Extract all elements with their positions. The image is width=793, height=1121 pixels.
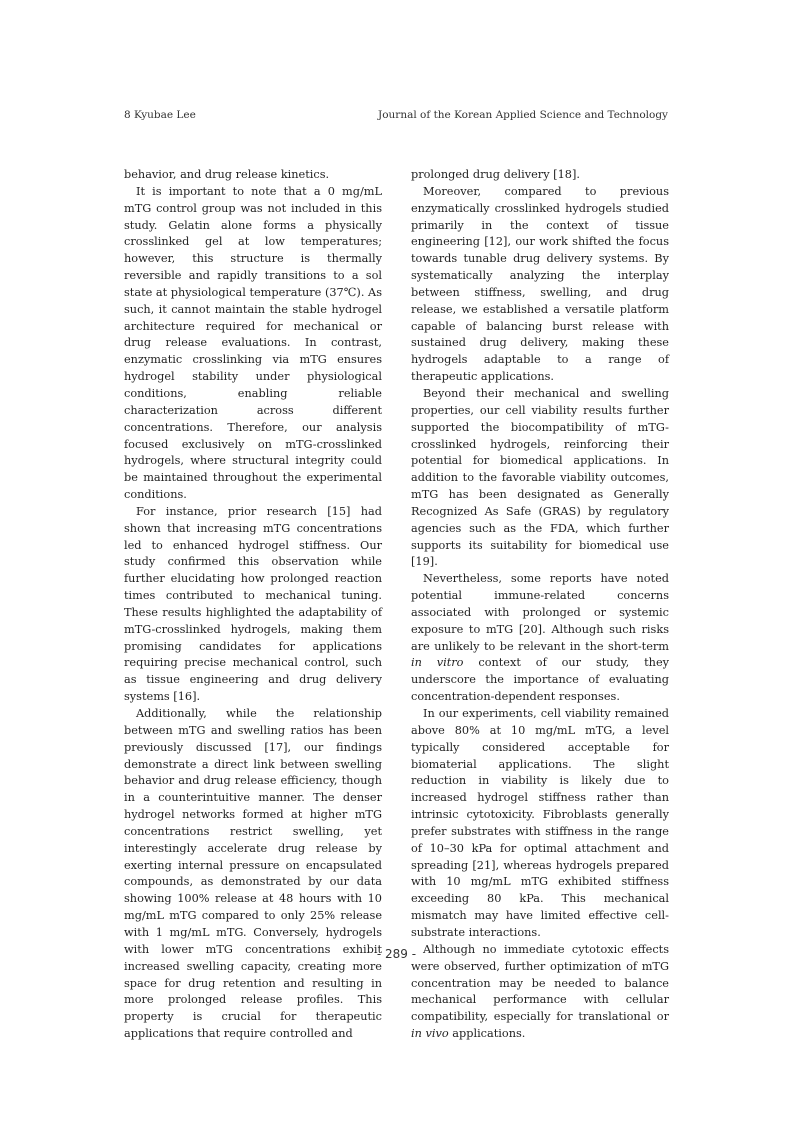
running-header — [124, 109, 668, 129]
text-run: context of our study, they underscore the importance of evaluating concentration-dependent responses. — [411, 656, 670, 704]
header-page-author: 8 Kyubae Lee — [124, 109, 196, 121]
header-journal-title: Journal of the Korean Applied Science and Technology — [378, 109, 668, 121]
italic-term: in vivo — [411, 1027, 449, 1041]
text-run: Although no immediate cytotoxic effects were observed, further optimization of mTG concentration may be needed to balance mechanical performance with cellular compatibility, especially for translational or — [411, 942, 669, 1024]
page-number: - 289 - — [376, 947, 417, 961]
paragraph: For instance, prior research [15] had shown that increasing mTG concentrations led to enhanced hydrogel stiffness. Our study confirmed this observation while further elucidating how prolonged reaction times contributed to mechanical tuning. These results highlighted the adaptability of mTG-crosslinked hydrogels, making them promising candidates for applications requiring precise mechanical control, such as tissue engineering and drug delivery systems [16]. — [124, 504, 382, 704]
text-run: applications. — [448, 1027, 526, 1041]
text-run: Nevertheless, some reports have noted potential immune-related concerns associated with prolonged or systemic exposure to mTG [20]. Although such risks are unlikely to be relevant in the short-term — [411, 572, 669, 653]
paragraph: behavior, and drug release kinetics. — [124, 168, 330, 181]
paragraph — [411, 571, 669, 706]
paragraph: Moreover, compared to previous enzymatically crosslinked hydrogels studied primarily in the context of tissue engineering [12], our work shifted the focus towards tunable drug delivery systems. By systematically analyzing the interplay between stiffness, swelling, and drug release, we established a versatile platform capable of balancing burst release with sustained drug delivery, making these hydrogels adaptable to a range of therapeutic applications. — [411, 184, 669, 384]
paragraph: prolonged drug delivery [18]. — [411, 168, 580, 181]
paragraph: Additionally, while the relationship between mTG and swelling ratios has been previously discussed [17], our findings demonstrate a direct link between swelling behavior and drug release efficiency, though in a counterintuitive manner. The denser hydrogel networks formed at higher mTG concentrations restrict swelling, yet interestingly accelerate drug release by exerting internal pressure on encapsulated compounds, as demonstrated by our data showing 100% release at 48 hours with 10 mg/mL mTG compared to only 25% release with 1 mg/mL mTG. Conversely, hydrogels with lower mTG concentrations exhibit increased swelling capacity, creating more space for drug retention and resulting in more prolonged release profiles. This property is crucial for therapeutic applications that require controlled and — [124, 707, 382, 1041]
paragraph: Beyond their mechanical and swelling properties, our cell viability results further supported the biocompatibility of mTG-crosslinked hydrogels, reinforcing their potential for biomedical applications. In addition to the favorable viability outcomes, mTG has been designated as Generally Recognized As Safe (GRAS) by regulatory agencies such as the FDA, which further supports its suitability for biomedical use [19]. — [411, 386, 669, 569]
right-column — [411, 167, 669, 1043]
paragraph: In our experiments, cell viability remained above 80% at 10 mg/mL mTG, a level typically considered acceptable for biomaterial applications. The slight reduction in viability is likely due to increased hydrogel stiffness rather than intrinsic cytotoxicity. Fibroblasts generally prefer substrates with stiffness in the range of 10–30 kPa for optimal attachment and spreading [21], whereas hydrogels prepared with 10 mg/mL mTG exhibited stiffness exceeding 80 kPa. This mechanical mismatch may have limited effective cell-substrate interactions. — [411, 707, 669, 939]
left-column — [124, 167, 382, 1043]
paragraph: It is important to note that a 0 mg/mL mTG control group was not included in this study. Gelatin alone forms a physically crosslinked gel at low temperatures; however, this structure is thermally reversible and rapidly transitions to a sol state at physiological temperature (37℃). As such, it cannot maintain the stable hydrogel architecture required for mechanical or drug release evaluations. In contrast, enzymatic crosslinking via mTG ensures hydrogel stability under physiological conditions, enabling reliable characterization across different concentrations. Therefore, our analysis focused exclusively on mTG-crosslinked hydrogels, where structural integrity could be maintained throughout the experimental conditions. — [124, 184, 382, 502]
italic-term: in vitro — [411, 656, 464, 670]
